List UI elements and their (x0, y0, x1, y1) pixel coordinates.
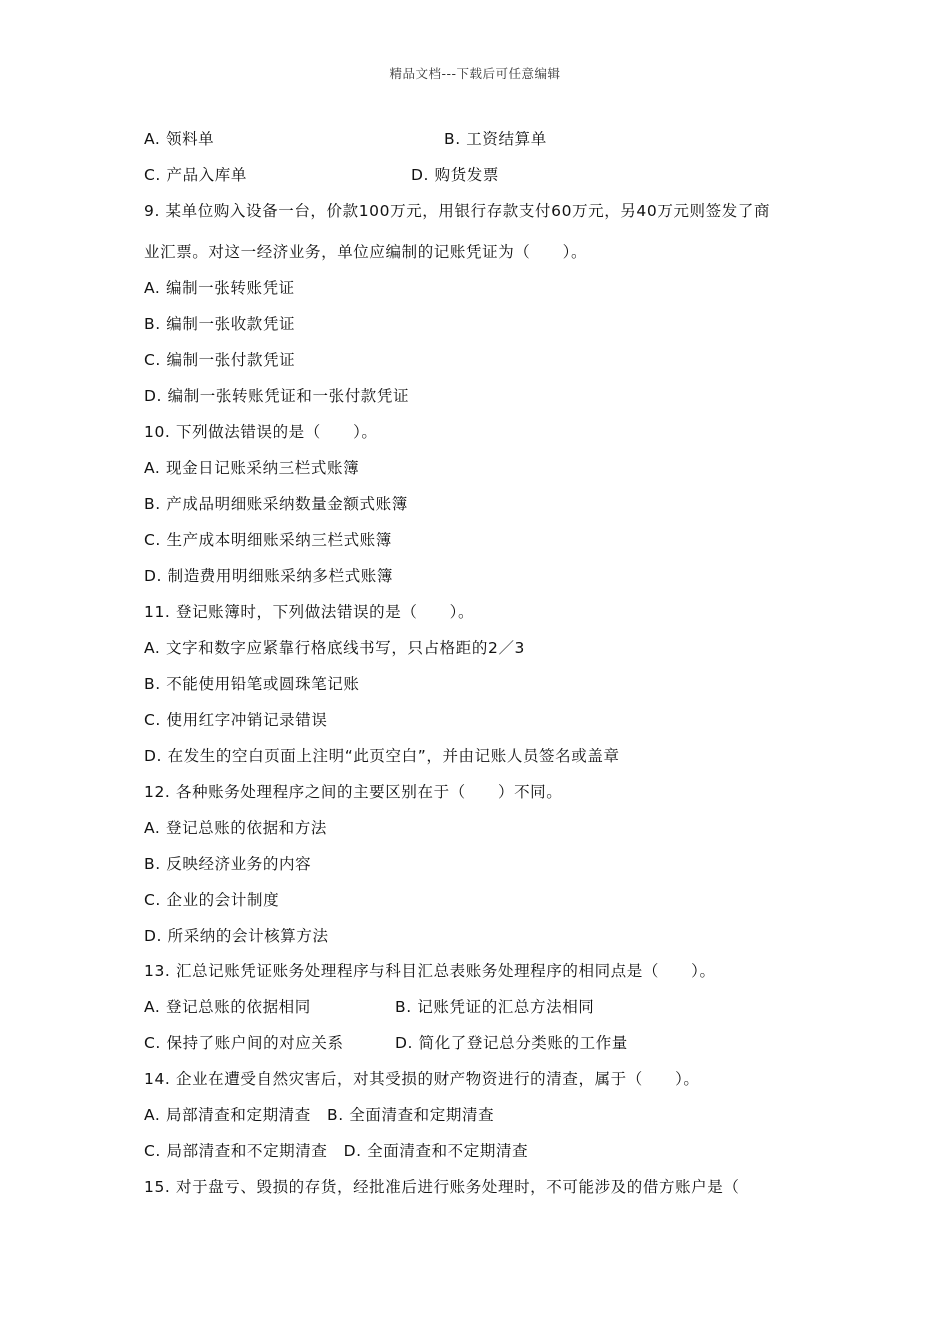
q12-stem: 12. 各种账务处理程序之间的主要区别在于（ ）不同。 (144, 783, 563, 801)
q10-stem: 10. 下列做法错误的是（ ）。 (144, 423, 378, 441)
q13-stem: 13. 汇总记账凭证账务处理程序与科目汇总表账务处理程序的相同点是（ ）。 (144, 962, 716, 980)
q9-stem-line1: 9. 某单位购入设备一台，价款100万元，用银行存款支付60万元，另40万元则签发了商 (144, 202, 771, 220)
q10-option-c: C. 生产成本明细账采纳三栏式账簿 (144, 531, 392, 549)
q8-option-c: C. 产品入库单 (144, 166, 247, 184)
q14-options-ab: A. 局部清查和定期清查 B. 全面清查和定期清查 (144, 1106, 495, 1124)
q11-option-c: C. 使用红字冲销记录错误 (144, 711, 328, 729)
q14-stem: 14. 企业在遭受自然灾害后，对其受损的财产物资进行的清查，属于（ ）。 (144, 1070, 700, 1088)
q12-option-b: B. 反映经济业务的内容 (144, 855, 312, 873)
q15-stem: 15. 对于盘亏、毁损的存货，经批准后进行账务处理时，不可能涉及的借方账户是（ (144, 1178, 740, 1196)
q11-stem: 11. 登记账簿时，下列做法错误的是（ ）。 (144, 603, 475, 621)
q13-option-d: D. 简化了登记总分类账的工作量 (395, 1034, 628, 1052)
q11-option-b: B. 不能使用铅笔或圆珠笔记账 (144, 675, 360, 693)
q11-option-d: D. 在发生的空白页面上注明“此页空白”，并由记账人员签名或盖章 (144, 747, 620, 765)
q9-option-a: A. 编制一张转账凭证 (144, 279, 295, 297)
q12-option-c: C. 企业的会计制度 (144, 891, 280, 909)
q12-option-a: A. 登记总账的依据和方法 (144, 819, 327, 837)
q10-option-d: D. 制造费用明细账采纳多栏式账簿 (144, 567, 393, 585)
page-header: 精品文档---下载后可任意编辑 (389, 66, 561, 81)
q10-option-b: B. 产成品明细账采纳数量金额式账簿 (144, 495, 408, 513)
q12-option-d: D. 所采纳的会计核算方法 (144, 927, 329, 945)
q14-options-cd: C. 局部清查和不定期清查 D. 全面清查和不定期清查 (144, 1142, 529, 1160)
q13-option-b: B. 记账凭证的汇总方法相同 (395, 998, 595, 1016)
q9-stem-line2: 业汇票。对这一经济业务，单位应编制的记账凭证为（ ）。 (144, 243, 588, 261)
q8-option-a: A. 领料单 (144, 130, 215, 148)
q9-option-b: B. 编制一张收款凭证 (144, 315, 296, 333)
q10-option-a: A. 现金日记账采纳三栏式账簿 (144, 459, 360, 477)
q13-option-a: A. 登记总账的依据相同 (144, 998, 311, 1016)
q8-option-d: D. 购货发票 (411, 166, 499, 184)
q9-option-d: D. 编制一张转账凭证和一张付款凭证 (144, 387, 410, 405)
q11-option-a: A. 文字和数字应紧靠行格底线书写，只占格距的2／3 (144, 639, 526, 657)
q13-option-c: C. 保持了账户间的对应关系 (144, 1034, 344, 1052)
q9-option-c: C. 编制一张付款凭证 (144, 351, 296, 369)
q8-option-b: B. 工资结算单 (444, 130, 547, 148)
